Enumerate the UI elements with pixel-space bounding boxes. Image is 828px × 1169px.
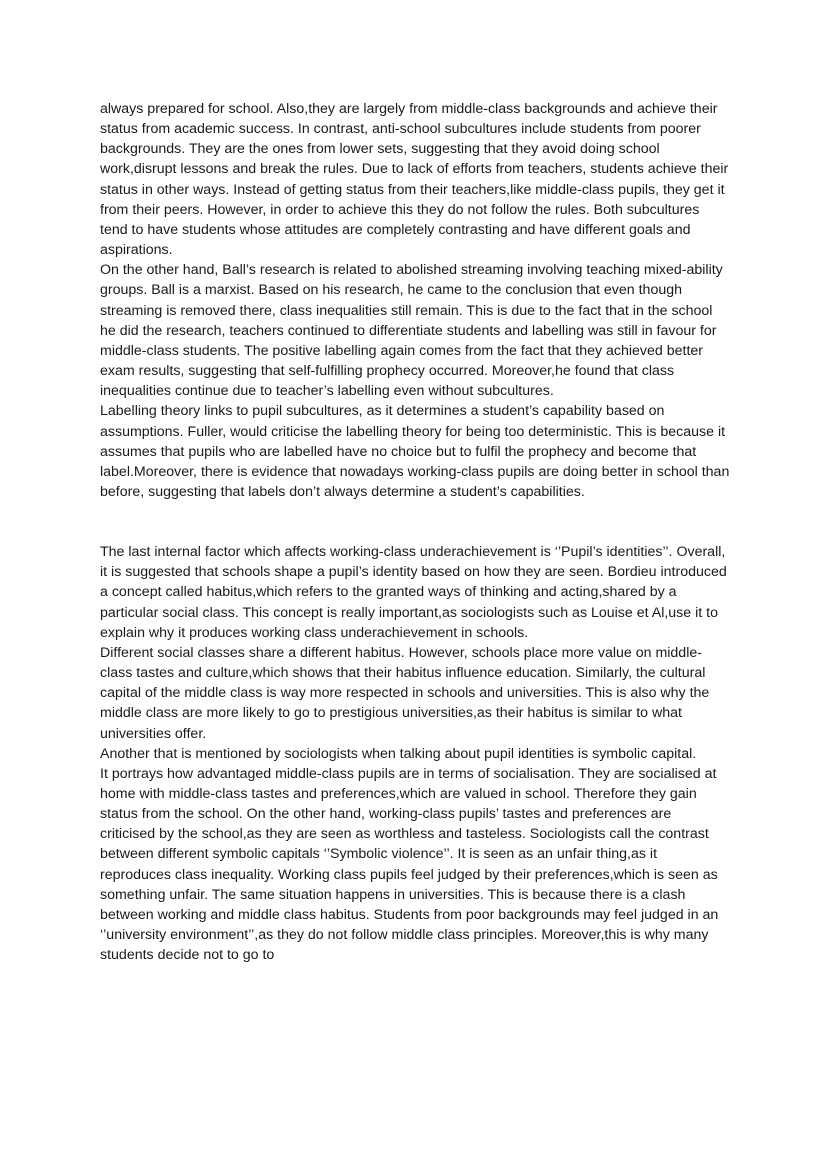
section-gap xyxy=(100,502,730,542)
paragraph-pupil-identities: The last internal factor which affects working-class underachievement is ‘’Pupil’s identities’’. Overall, it is suggested that schools shape a pupil’s identity based on how they are seen. Bordieu introduced a concept called habitus,which refers to the granted ways of thinking and acting,shared by a particular social class. This concept is really important,as sociologists such as Louise et Al,use it to explain why it produces working class underachievement in schools. xyxy=(100,544,727,641)
paragraph-habitus: Different social classes share a different habitus. However, schools place more value on middle-class tastes and culture,which shows that their habitus influence education. Similarly, the cultural capital of the middle class is way more respected in schools and universities. This is also why the middle class are more likely to go to prestigious universities,as their habitus is similar to what universities offer. xyxy=(100,644,710,742)
paragraph-subcultures: always prepared for school. Also,they are largely from middle-class backgrounds and achieve their status from academic success. In contrast, anti-school subcultures include students from poorer backgrounds. They are the ones from lower sets, suggesting that they avoid doing school work,disrupt lessons and break the rules. Due to lack of efforts from teachers, students achieve their status in other ways. Instead of getting status from their teachers,like middle-class pupils, they get it from their peers. However, in order to achieve this they do not follow the rules. Both subcultures tend to have students whose attitudes are completely contrasting and have different goals and aspirations. xyxy=(100,101,729,259)
paragraph-symbolic-capital-intro: Another that is mentioned by sociologists when talking about pupil identities is symbolic capital. xyxy=(100,745,697,762)
document-body xyxy=(100,99,730,965)
paragraph-ball-research: On the other hand, Ball’s research is related to abolished streaming involving teaching mixed-ability groups. Ball is a marxist. Based on his research, he came to the conclusion that even though streaming is removed there, class inequalities still remain. This is due to the fact that in the school he did the research, teachers continued to differentiate students and labelling was still in favour for middle-class students. The positive labelling again comes from the fact that they achieved better exam results, suggesting that self-fulfilling prophecy occurred. Moreover,he found that class inequalities continue due to teacher’s labelling even without subcultures. xyxy=(100,262,723,400)
paragraph-symbolic-violence: It portrays how advantaged middle-class pupils are in terms of socialisation. They are socialised at home with middle-class tastes and preferences,which are valued in school. Therefore they gain status from the school. On the other hand, working-class pupils’ tastes and preferences are criticised by the school,as they are seen as worthless and tasteless. Sociologists call the contrast between different symbolic capitals ‘’Symbolic violence’’. It is seen as an unfair thing,as it reproduces class inequality. Working class pupils feel judged by their preferences,which is seen as something unfair. The same situation happens in universities. This is because there is a clash between working and middle class habitus. Students from poor backgrounds may feel judged in an ‘’university environment’’,as they do not follow middle class principles. Moreover,this is why many students decide not to go to xyxy=(100,765,719,964)
paragraph-labelling-theory: Labelling theory links to pupil subcultures, as it determines a student’s capability based on assumptions. Fuller, would criticise the labelling theory for being too deterministic. This is because it assumes that pupils who are labelled have no choice but to fulfil the prophecy and become that label.Moreover, there is evidence that nowadays working-class pupils are doing better in school than before, suggesting that labels don’t always determine a student’s capabilities. xyxy=(100,403,730,500)
